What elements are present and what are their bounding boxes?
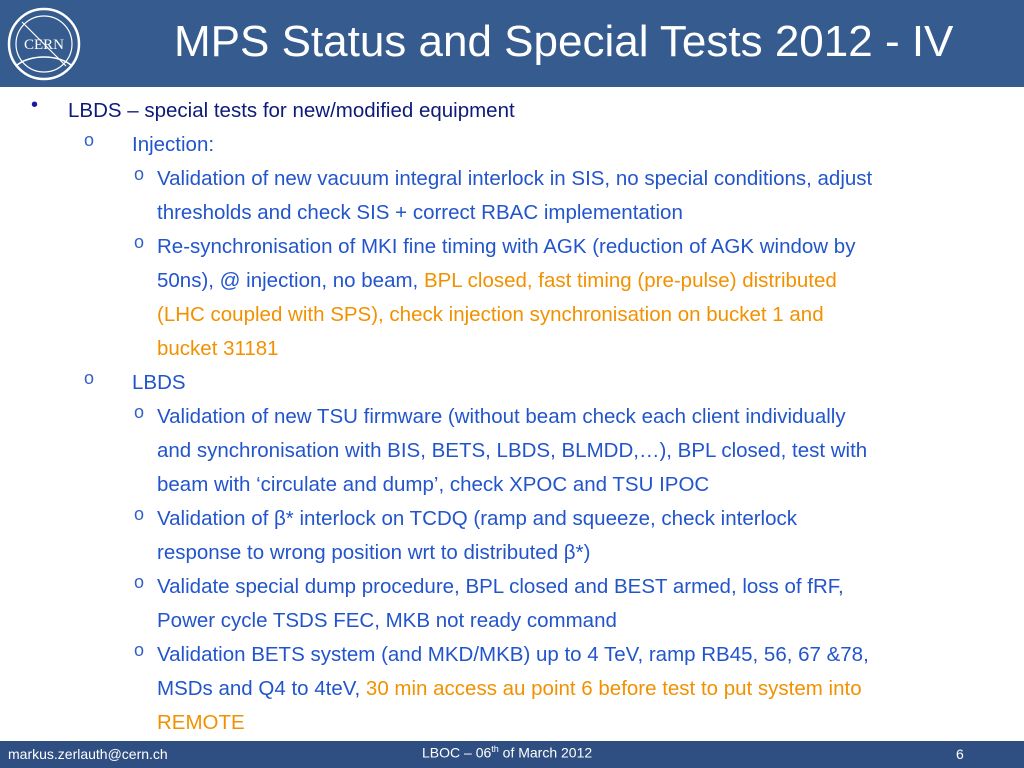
bullet-icon: • [31, 94, 39, 116]
sub-heading-lbds: LBDS [132, 371, 186, 394]
footer-bar [0, 741, 1024, 768]
item-text-highlight: bucket 31181 [157, 337, 279, 360]
item-text: Re-synchronisation of MKI fine timing with AGK (reduction of AGK window by [157, 235, 856, 258]
sub-heading-injection: Injection: [132, 133, 215, 156]
page-number: 6 [956, 746, 964, 762]
cern-logo [4, 4, 84, 84]
bullet-level1: LBDS – special tests for new/modified equipment [68, 99, 515, 122]
item-text-part: MSDs and Q4 to 4teV, [157, 677, 366, 700]
event-suffix: of March 2012 [498, 744, 593, 761]
title-bar [0, 0, 1024, 87]
item-bullet-icon: o [134, 572, 145, 592]
item-bullet-icon: o [134, 504, 145, 524]
item-text: Validation of new vacuum integral interlock in SIS, no special conditions, adjust [157, 167, 873, 190]
item-text: Validation of β* interlock on TCDQ (ramp and squeeze, check interlock [157, 507, 798, 530]
item-text-part: 50ns), @ injection, no beam, [157, 269, 424, 292]
item-text-highlight: REMOTE [157, 711, 245, 734]
item-text [157, 672, 862, 706]
sub-bullet-icon: o [84, 130, 95, 150]
item-text-highlight: BPL closed, fast timing (pre-pulse) distributed [423, 269, 837, 292]
item-bullet-icon: o [134, 402, 145, 422]
item-text-highlight: (LHC coupled with SPS), check injection synchronisation on bucket 1 and [157, 303, 824, 326]
author-email: markus.zerlauth@cern.ch [8, 746, 168, 762]
item-bullet-icon: o [134, 232, 145, 252]
sub-bullet-icon: o [84, 368, 95, 388]
item-text: beam with ‘circulate and dump’, check XPOC and TSU IPOC [157, 473, 710, 496]
item-text: Validate special dump procedure, BPL closed and BEST armed, loss of fRF, [157, 575, 844, 598]
item-text [157, 264, 837, 298]
item-text: Power cycle TSDS FEC, MKB not ready command [157, 609, 617, 632]
item-text: thresholds and check SIS + correct RBAC implementation [157, 201, 683, 224]
item-bullet-icon: o [134, 640, 145, 660]
svg-text:CERN: CERN [23, 37, 65, 53]
item-text-highlight: 30 min access au point 6 before test to put system into [365, 677, 862, 700]
event-prefix: LBOC – 06 [422, 744, 492, 761]
slide-title: MPS Status and Special Tests 2012 - IV [174, 17, 954, 66]
item-text: response to wrong position wrt to distributed β*) [157, 541, 591, 564]
item-text: Validation of new TSU firmware (without beam check each client individually [157, 405, 846, 428]
item-text: and synchronisation with BIS, BETS, LBDS, BLMDD,…), BPL closed, test with [157, 439, 868, 462]
item-text: Validation BETS system (and MKD/MKB) up to 4 TeV, ramp RB45, 56, 67 &78, [157, 643, 869, 666]
event-date [422, 744, 592, 761]
item-bullet-icon: o [134, 164, 145, 184]
event-ordinal: th [491, 744, 499, 754]
